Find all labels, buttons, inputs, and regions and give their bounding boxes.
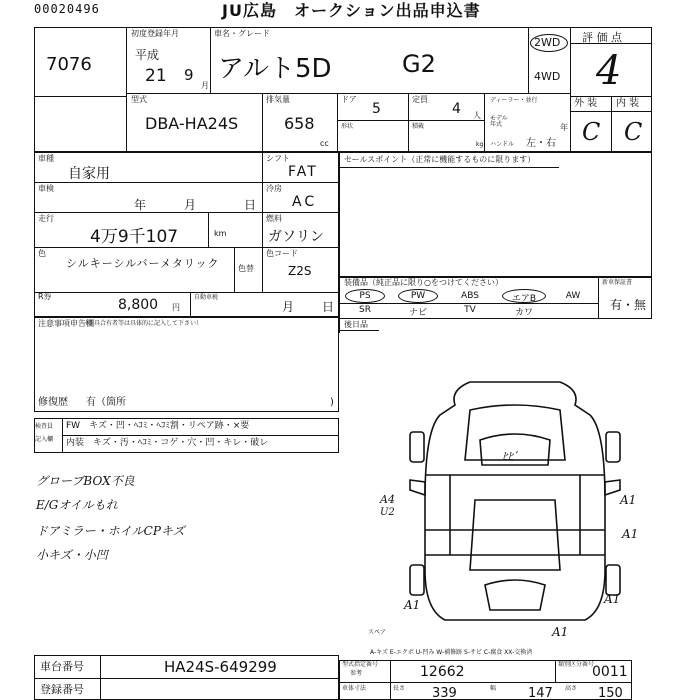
drive-2wd: 2WD: [534, 36, 561, 49]
shape-label: 形状: [341, 123, 354, 130]
equipment-navi: ナビ: [408, 308, 427, 318]
damage-mark-a1-rear-right: A1: [604, 592, 621, 606]
interior-label: 内 装: [616, 98, 640, 109]
inspector-row-2: 内装 キズ・汚・ﾍｺﾐ・コゲ・穴・凹・キレ・破レ: [66, 438, 269, 448]
color-code-label: 色コード: [266, 249, 298, 258]
lot-number: 7076: [46, 54, 92, 75]
sheet-number: 00020496: [34, 2, 100, 16]
displacement-value: 658: [284, 114, 315, 133]
repair-label: 修復歴: [38, 397, 68, 408]
equipment-label: 装備品（純正品に限り○をつけてください）: [344, 278, 503, 287]
registration-month-unit: 月: [201, 81, 209, 90]
recycle-value: 8,800: [118, 297, 159, 313]
handwritten-note-3: ドアミラー・ホイルCPキズ: [36, 524, 185, 538]
damage-legend: A-キズ E-エクボ U-凹み W-補修跡 S-サビ C-腐食 XX-交換済: [370, 649, 533, 656]
doors-value: 5: [372, 101, 381, 117]
car-name-label: 車名・グレード: [214, 29, 270, 38]
doors-label: ドア: [341, 95, 357, 104]
dealer-label: ディーラー・並行: [490, 97, 538, 104]
equipment-airbag: エアB: [511, 294, 537, 304]
damage-mark-a1-right: A1: [620, 493, 637, 507]
color-value: シルキーシルバーメタリック: [66, 257, 220, 270]
exterior-label: 外 装: [574, 98, 598, 109]
evaluation-score: 4: [596, 48, 622, 94]
ac-value: AC: [292, 194, 318, 210]
rear-items-label: 後日品: [344, 320, 368, 329]
fuel-label: 燃料: [266, 214, 282, 223]
sales-point-block: [339, 152, 652, 277]
equipment-pw: PW: [410, 291, 426, 301]
reference-label: 型式指定番号: [342, 661, 379, 668]
dims-width-label: 幅: [490, 685, 497, 692]
page-title: JU広島 オークション出品申込書: [222, 1, 481, 20]
load-label: 積載: [412, 123, 425, 130]
mileage-value: 4万9千107: [90, 227, 179, 247]
inspection-day: 日: [244, 198, 257, 212]
mileage-label: 走行: [38, 214, 54, 223]
capacity-label: 定員: [412, 95, 428, 104]
repair-value: 有（箇所: [86, 397, 126, 408]
model-value: DBA-HA24S: [145, 114, 239, 133]
equipment-leather: カワ: [514, 308, 533, 318]
inspector-row-1: FW キズ・凹・ﾍｺﾐ・ﾍｺﾐ割・リペア跡・×要: [66, 421, 250, 431]
color-code-value: Z2S: [288, 264, 312, 278]
damage-mark-a1-right-2: A1: [622, 527, 639, 541]
equipment-sr: SR: [359, 305, 371, 315]
shift-value: FAT: [288, 164, 318, 180]
handle-value: 左・右: [526, 138, 556, 149]
tax-day: 日: [322, 300, 335, 314]
exterior-grade: C: [582, 118, 601, 146]
equipment-abs: ABS: [461, 291, 479, 301]
dims-label: 車体寸法: [342, 685, 367, 692]
equipment-tv: TV: [464, 305, 476, 315]
dims-length-label: 長さ: [393, 685, 406, 692]
damage-mark-a1-bottom: A1: [552, 625, 569, 639]
reference-value: 12662: [420, 664, 465, 680]
recycle-label: R券: [38, 292, 52, 301]
handle-label: ハンドル: [490, 141, 515, 148]
handwritten-note-1: グローブBOX不良: [36, 474, 135, 488]
capacity-unit: 人: [473, 111, 481, 120]
repaint-label: 色替: [238, 264, 254, 273]
repair-close: ): [330, 397, 334, 408]
inspection-year: 年: [134, 198, 147, 212]
registration-no-label: 登録番号: [40, 683, 84, 696]
owner-book-label: 新車保証書: [602, 279, 633, 286]
load-unit: kg: [476, 141, 484, 148]
model-year-label: モデル年式: [490, 115, 508, 128]
recycle-unit: 円: [172, 303, 180, 312]
reference-sub: 参考: [350, 670, 363, 677]
drive-4wd: 4WD: [534, 70, 561, 83]
chassis-value: HA24S-649299: [164, 658, 277, 676]
category-value: 0011: [592, 664, 628, 680]
damage-mark-u2: U2: [380, 507, 395, 518]
dims-length: 339: [432, 686, 457, 700]
car-grade: G2: [402, 50, 436, 78]
dims-height-label: 高さ: [565, 685, 578, 692]
dims-width: 147: [528, 686, 553, 700]
ac-label: 冷房: [266, 184, 282, 193]
category-label: 類別区分番号: [558, 661, 595, 668]
inspection-label: 車検: [38, 184, 54, 193]
mileage-unit: km: [214, 229, 227, 238]
car-damage-diagram: [390, 370, 640, 650]
owner-book-value: 有・無: [610, 298, 647, 312]
notes-label: 注意事項申告欄: [38, 319, 94, 328]
color-label: 色: [38, 249, 46, 258]
damage-mark-windshield: ﾋﾋﾞ: [502, 450, 519, 463]
inspector-label-1: 検査員: [35, 423, 54, 430]
equipment-aw: AW: [565, 291, 581, 301]
spare-label: スペア: [368, 629, 387, 636]
chassis-label: 車台番号: [40, 660, 84, 673]
tax-label: 自動車税: [194, 294, 219, 301]
usage-value: 自家用: [68, 166, 110, 182]
shift-label: シフト: [266, 154, 290, 163]
sales-point-label: セールスポイント（正常に機能するものに限ります）: [344, 155, 536, 164]
inspector-label-2: 記入欄: [35, 436, 54, 443]
capacity-value: 4: [452, 101, 461, 117]
equipment-ps: PS: [359, 291, 371, 301]
fuel-value: ガソリン: [268, 229, 324, 245]
model-label: 型式: [131, 95, 147, 104]
registration-month: 9: [184, 66, 194, 84]
usage-label: 車種: [38, 154, 54, 163]
registration-era: 平成: [135, 48, 160, 62]
notes-sublabel: （不具合有者等は具体的に記入して下さい）: [82, 320, 203, 327]
registration-year: 21: [145, 66, 167, 86]
evaluation-label: 評 価 点: [582, 31, 622, 44]
registration-label: 初度登録年月: [131, 29, 179, 38]
damage-mark-a4: A4: [380, 493, 395, 506]
car-name: アルト5D: [218, 54, 332, 84]
interior-grade: C: [624, 118, 643, 146]
handwritten-note-4: 小キズ・小凹: [36, 548, 108, 562]
tax-month: 月: [282, 300, 295, 314]
handwritten-note-2: E/Gオイルもれ: [36, 498, 118, 512]
dims-height: 150: [598, 686, 623, 700]
displacement-unit: cc: [320, 139, 329, 148]
notes-block: [34, 317, 339, 412]
displacement-label: 排気量: [266, 95, 290, 104]
model-year-unit: 年: [560, 123, 568, 132]
inspection-month: 月: [184, 198, 197, 212]
damage-mark-a1-rear-left: A1: [404, 598, 421, 612]
